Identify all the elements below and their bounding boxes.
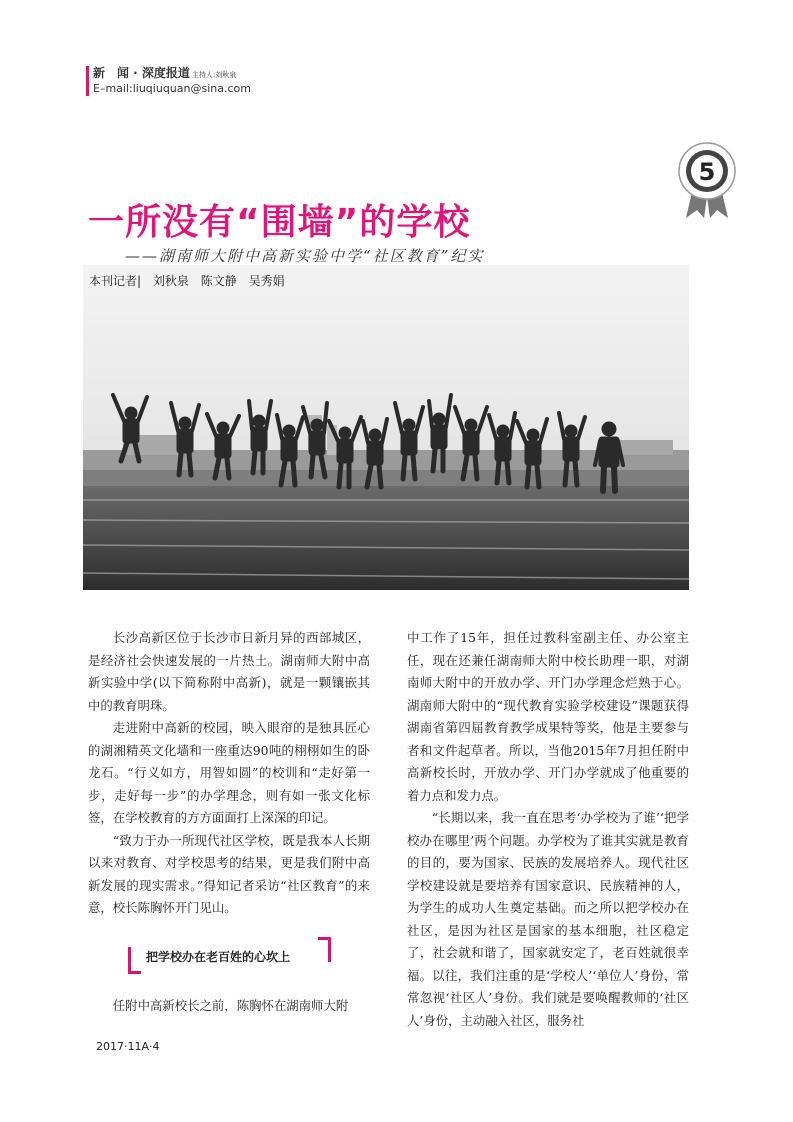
body-column-right (407, 627, 689, 1032)
author-name: 刘秋泉 (152, 274, 189, 288)
body-column-left (88, 627, 370, 1017)
page-folio: 2017·11A·4 (96, 1040, 160, 1053)
svg-text:5: 5 (698, 158, 716, 186)
article-subtitle: ——湖南师大附中高新实验中学“社区教育”纪实 (125, 247, 485, 265)
author-name: 吴秀娟 (248, 274, 285, 288)
author-name: 陈文静 (200, 274, 237, 288)
body-paragraph: 长沙高新区位于长沙市日新月异的西部城区，是经济社会快速发展的一片热土。湖南师大附中高新实验中学(以下简称附中高新)，就是一颗镶嵌其中的教育明珠。 (88, 630, 370, 713)
body-paragraph: “长期以来，我一直在思考‘办学校为了谁’‘把学校办在哪里’两个问题。办学校为了谁其实就是教育的目的，要为国家、民族的发展培养人。现代社区学校建设就是要培养有国家意识、民族精神的人，为学生的成功人生奠定基础。而之所以把学校办在社区，是因为社区是国家的基本细胞，社区稳定了，社会就和谐了，国家就安定了，老百姓就很幸福。以往，我们注重的是‘学校人’‘单位人’身份，常常忽视‘社区人’身份。我们就是要唤醒教师的‘社区人’身份，主动融入社区，服务社 (407, 810, 689, 1028)
body-paragraph: “致力于办一所现代社区学校，既是我本人长期以来对教育、对学校思考的结果，更是我们附中高新发展的现实需求。”得知记者采访“社区教育”的来意，校长陈胸怀开门见山。 (88, 832, 370, 915)
section-name: 新 闻 · 深度报道 (93, 66, 190, 80)
contact-email: E–mail:liuqiuquan@sina.com (93, 82, 251, 95)
heading-bracket-right (318, 937, 331, 962)
section-heading-text: 把学校办在老百姓的心坎上 (146, 949, 291, 964)
heading-bracket-left (128, 947, 141, 974)
body-paragraph: 中工作了15年，担任过教科室副主任、办公室主任，现在还兼任湖南师大附中校长助理一职，对湖南师大附中的开放办学、开门办学理念烂熟于心。湖南师大附中的“现代教育实验学校建设”课题获得湖南省第四届教育教学成果特等奖，他是主要参与者和文件起草者。所以，当他2015年7月担任附中高新校长时，开放办学、开门办学就成了他重要的着力点和发力点。 (407, 630, 689, 803)
byline-label: 本刊记者| (89, 274, 142, 288)
body-paragraph: 任附中高新校长之前，陈胸怀在湖南师大附 (112, 997, 349, 1013)
section-heading (88, 937, 370, 975)
byline (89, 272, 293, 289)
body-paragraph: 走进附中高新的校园，映入眼帘的是独具匠心的湖湘精英文化墙和一座重达90吨的栩栩如生的卧龙石。“行义如方，用智如圆”的校训和“走好第一步，走好每一步”的办学理念，则有如一张文化标签，在学校教育的方方面面打上深深的印记。 (88, 720, 370, 825)
column-host: 主持人:刘秋泉 (191, 71, 237, 79)
award-ribbon-icon (676, 140, 738, 220)
column-header (86, 66, 251, 96)
students-jumping-photo (83, 265, 689, 590)
article-title: 一所没有“围墙”的学校 (88, 202, 471, 243)
